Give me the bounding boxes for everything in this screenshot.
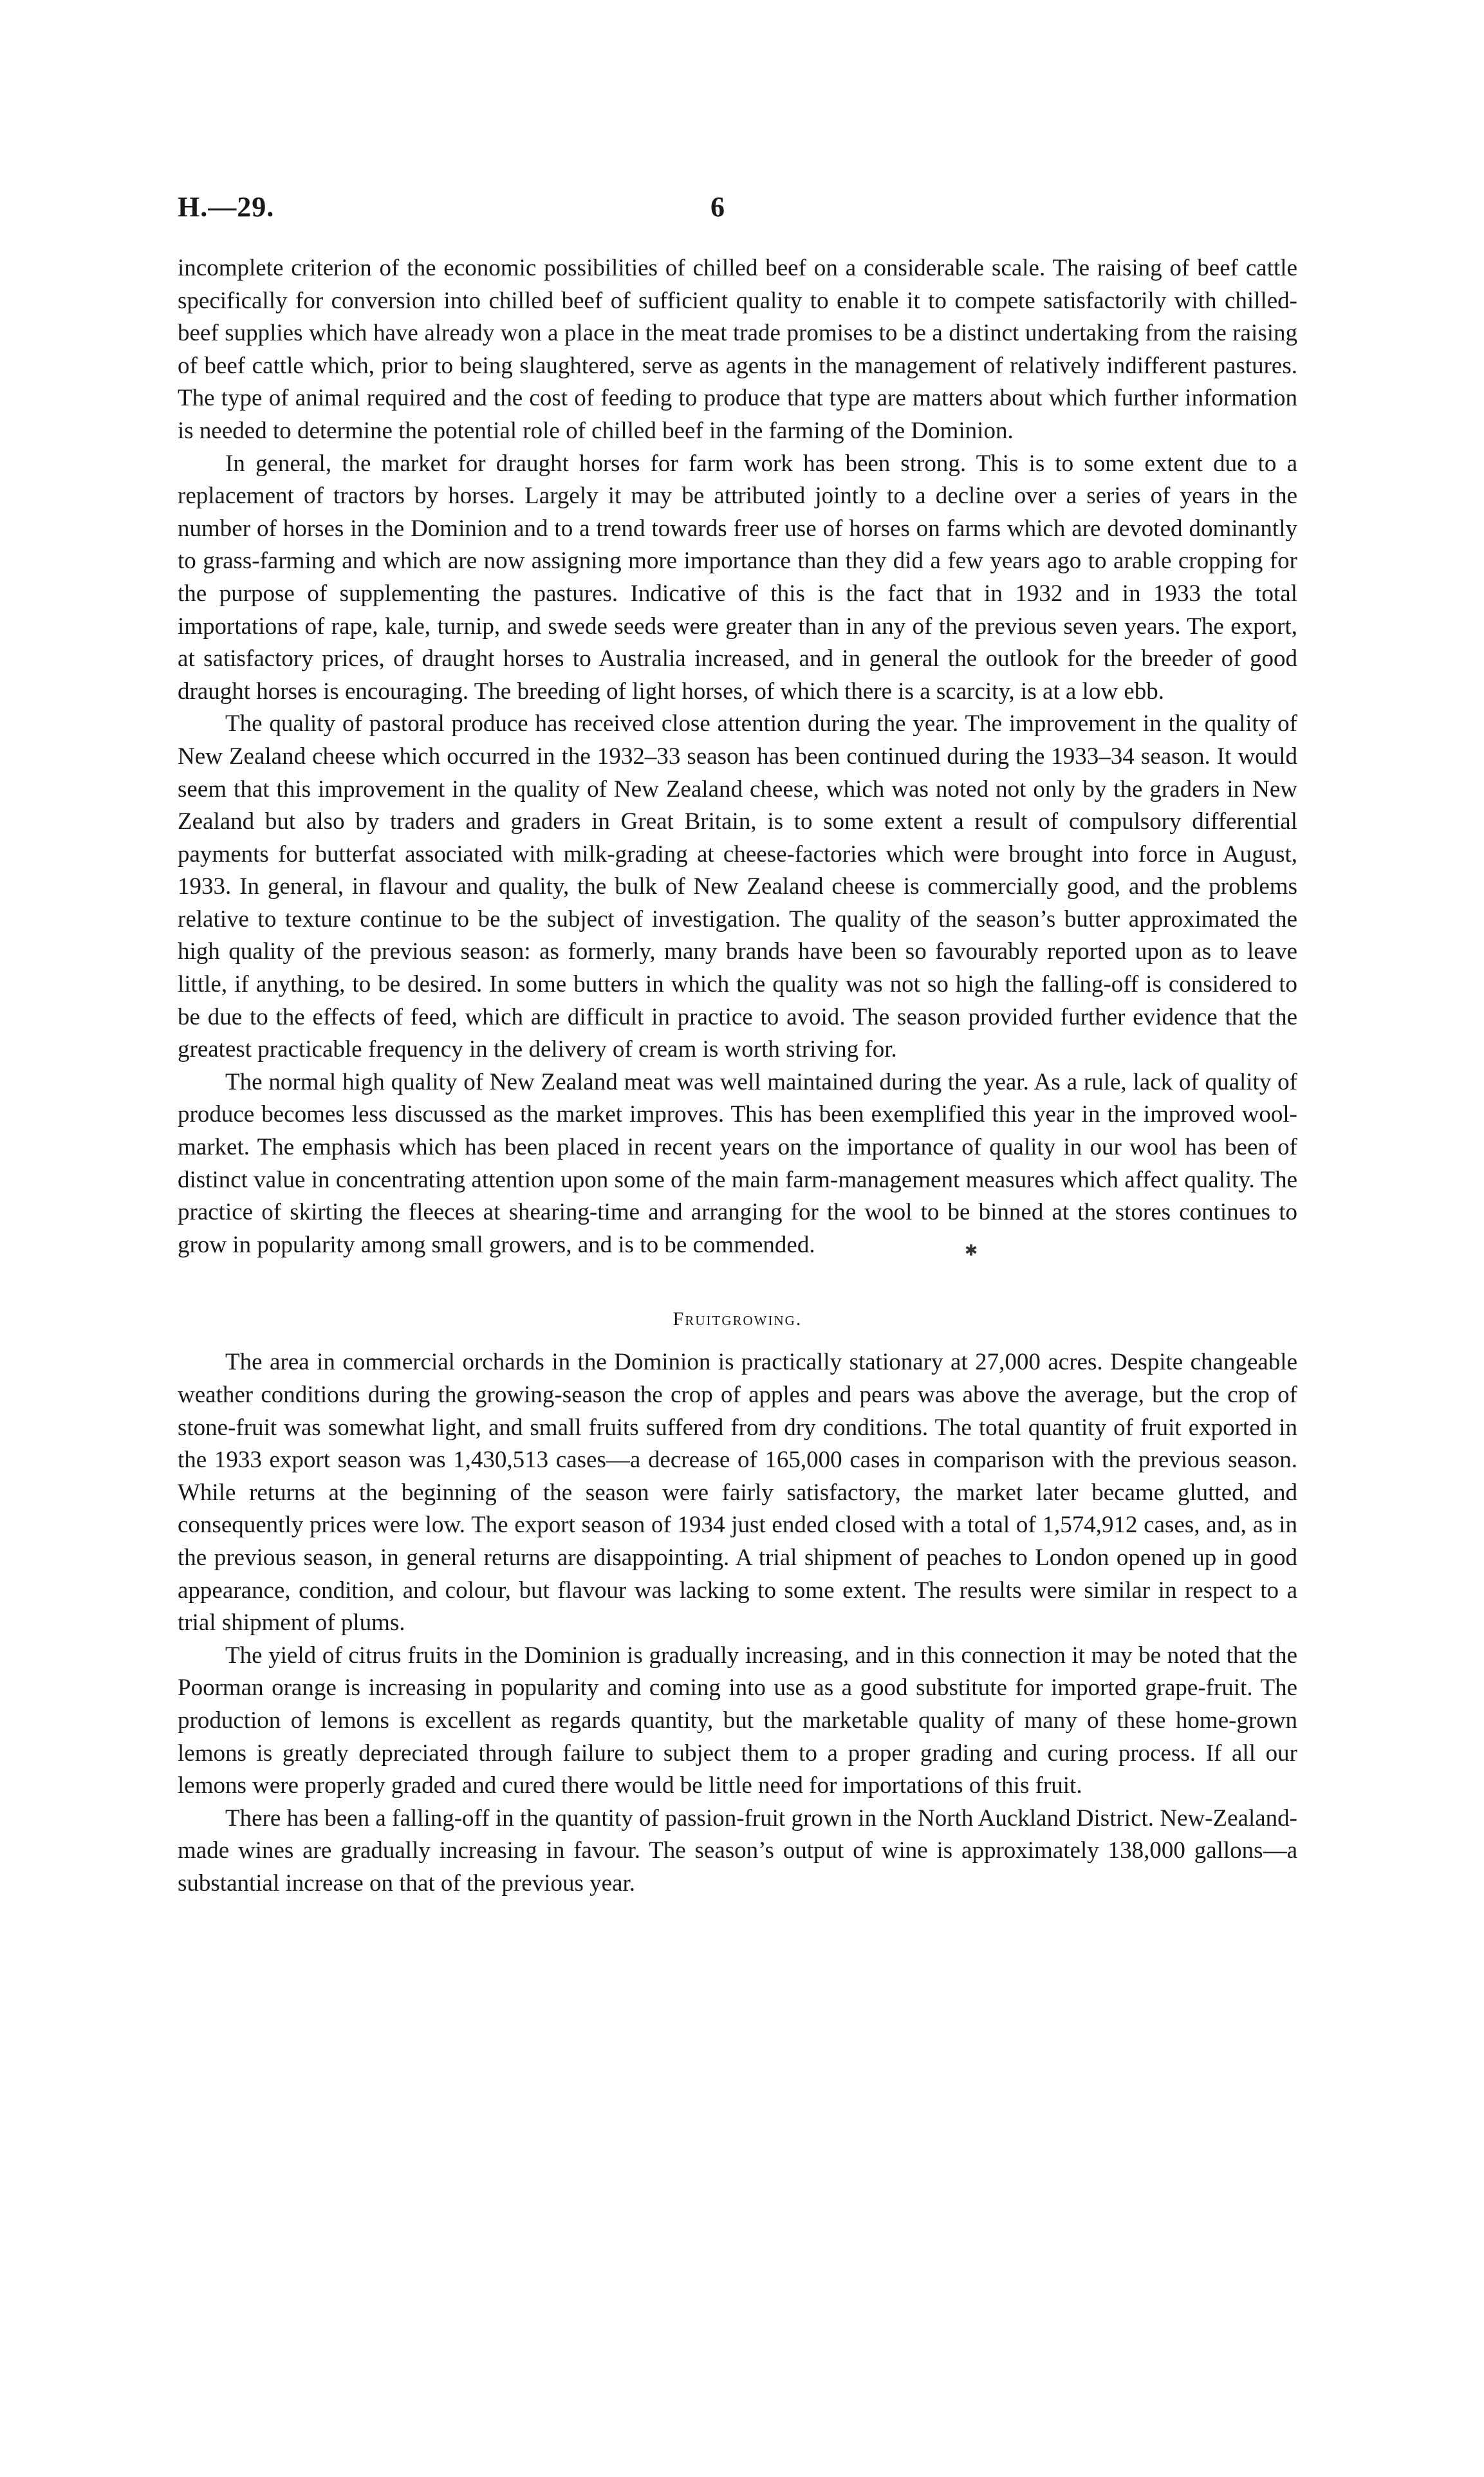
page-header [178, 190, 1297, 229]
paragraph-orchards: The area in commercial orchards in the Dominion is practically stationary at 27,000 acres. Despite changeable weather conditions during the growing-season the crop of apples and pears was above the average, but the crop of stone-fruit was somewhat light, and small fruits suffered from dry conditions. The total quantity of fruit exported in the 1933 export season was 1,430,513 cases—a decrease of 165,000 cases in comparison with the previous season. While returns at the beginning of the season were fairly satisfactory, the market later became glutted, and consequently prices were low. The export season of 1934 just ended closed with a total of 1,574,912 cases, and, as in the previous season, in general returns are disappointing. A trial shipment of peaches to London opened up in good appearance, condition, and colour, but flavour was lacking to some extent. The results were similar in respect to a trial shipment of plums. [178, 1349, 1297, 1637]
body-text [178, 252, 1297, 1900]
paragraph-draught-horses: In general, the market for draught horses for farm work has been strong. This is to some extent due to a replacement of tractors by horses. Largely it may be attributed jointly to a decline over a series of years in the number of horses in the Dominion and to a trend towards freer use of horses on farms which are devoted dominantly to grass-farming and which are now assigning more importance than they did a few years ago to arable cropping for the purpose of supplementing the pastures. Indicative of this is the fact that in 1932 and in 1933 the total importations of rape, kale, turnip, and swede seeds were greater than in any of the previous seven years. The export, at satisfactory prices, of draught horses to Australia increased, and in general the outlook for the breeder of good draught horses is encouraging. The breeding of light horses, of which there is a scarcity, is at a low ebb. [178, 450, 1297, 705]
paragraph-chilled-beef: incomplete criterion of the economic possibilities of chilled beef on a considerable scale. The raising of beef cattle specifically for conversion into chilled beef of sufficient quality to enable it to compete satisfactorily with chilled-beef supplies which have already won a place in the meat trade promises to be a distinct undertaking from the raising of beef cattle which, prior to being slaughtered, serve as agents in the management of relatively indifferent pastures. The type of animal required and the cost of feeding to produce that type are matters about which further information is needed to determine the potential role of chilled beef in the farming of the Dominion. [178, 255, 1297, 444]
section-heading-fruitgrowing: Fruitgrowing. [672, 1308, 802, 1330]
paragraph-citrus: The yield of citrus fruits in the Dominion is gradually increasing, and in this connection it may be noted that the Poorman orange is increasing in popularity and coming into use as a good substitute for imported grape-fruit. The production of lemons is excellent as regards quantity, but the marketable quality of many of these home-grown lemons is greatly depreciated through failure to subject them to a proper grading and curing process. If all our lemons were properly graded and cured there would be little need for importations of this fruit. [178, 1642, 1297, 1799]
paragraph-meat-and-wool: The normal high quality of New Zealand meat was well maintained during the year. As a rule, lack of quality of produce becomes less discussed as the market improves. This has been exemplified this year in the improved wool-market. The emphasis which has been placed in recent years on the importance of quality in our wool has been of distinct value in concentrating attention upon some of the main farm-management measures which affect quality. The practice of skirting the fleeces at shearing-time and arranging for the wool to be binned at the stores continues to grow in popularity among small growers, and is to be commended. [178, 1068, 1297, 1258]
paragraph-pastoral-produce: The quality of pastoral produce has received close attention during the year. The improvement in the quality of New Zealand cheese which occurred in the 1932–33 season has been continued during the 1933–34 season. It would seem that this improvement in the quality of New Zealand cheese, which was noted not only by the graders in New Zealand but also by traders and graders in Great Britain, is to some extent a result of compulsory differential payments for butterfat associated with milk-grading at cheese-factories which were brought into force in August, 1933. In general, in flavour and quality, the bulk of New Zealand cheese is commercially good, and the problems relative to texture continue to be the subject of investigation. The quality of the season’s butter approximated the high quality of the previous season: as formerly, many brands have been so favourably reported upon as to leave little, if anything, to be desired. In some butters in which the quality was not so high the falling-off is considered to be due to the effects of feed, which are difficult in practice to avoid. The season provided further evidence that the greatest practicable frequency in the delivery of cream is worth striving for. [178, 710, 1297, 1063]
document-reference: H.—29. [178, 191, 275, 223]
paragraph-passion-fruit-and-wine: There has been a falling-off in the quantity of passion-fruit grown in the North Auckland District. New-Zealand-made wines are gradually increasing in favour. The season’s output of wine is approximately 138,000 gallons—a substantial increase on that of the previous year. [178, 1804, 1297, 1897]
page-number: 6 [710, 191, 725, 223]
print-speck: ✱ [965, 1243, 978, 1259]
